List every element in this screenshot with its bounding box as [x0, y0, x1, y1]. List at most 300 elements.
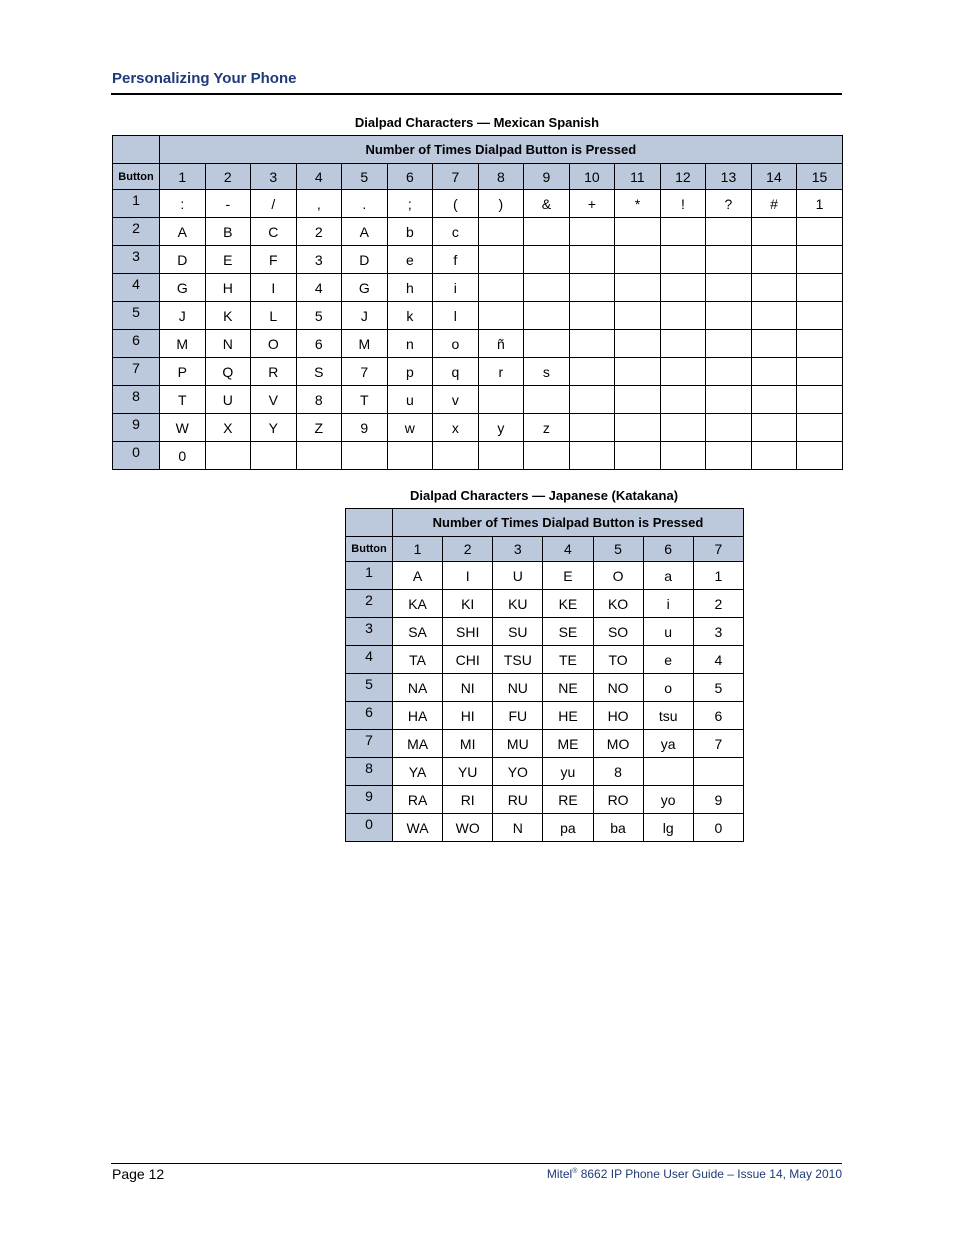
character-cell: SO: [593, 618, 643, 646]
character-cell: KA: [393, 590, 443, 618]
character-cell: D: [160, 246, 206, 274]
character-cell: MO: [593, 730, 643, 758]
character-cell: X: [205, 414, 251, 442]
character-cell: [615, 330, 661, 358]
character-cell: [797, 302, 843, 330]
column-number: 13: [706, 164, 752, 190]
character-cell: a: [643, 562, 693, 590]
character-cell: p: [387, 358, 433, 386]
character-cell: NO: [593, 674, 643, 702]
character-cell: SHI: [443, 618, 493, 646]
character-cell: [751, 246, 797, 274]
character-cell: [615, 442, 661, 470]
character-cell: [615, 358, 661, 386]
character-cell: [478, 386, 524, 414]
character-cell: w: [387, 414, 433, 442]
character-cell: KE: [543, 590, 593, 618]
character-cell: S: [296, 358, 342, 386]
button-number: 9: [346, 786, 393, 814]
character-cell: [342, 442, 388, 470]
column-number: 11: [615, 164, 661, 190]
character-cell: e: [643, 646, 693, 674]
character-cell: [706, 414, 752, 442]
character-cell: &: [524, 190, 570, 218]
character-cell: tsu: [643, 702, 693, 730]
character-cell: 4: [296, 274, 342, 302]
character-cell: [751, 386, 797, 414]
character-cell: [751, 274, 797, 302]
character-cell: NI: [443, 674, 493, 702]
character-cell: k: [387, 302, 433, 330]
button-number: 7: [346, 730, 393, 758]
character-cell: L: [251, 302, 297, 330]
column-number: 7: [433, 164, 479, 190]
column-number: 10: [569, 164, 615, 190]
character-cell: [524, 330, 570, 358]
character-cell: WO: [443, 814, 493, 842]
character-cell: D: [342, 246, 388, 274]
character-cell: [660, 442, 706, 470]
character-cell: ME: [543, 730, 593, 758]
character-cell: e: [387, 246, 433, 274]
character-cell: [751, 414, 797, 442]
character-cell: pa: [543, 814, 593, 842]
character-cell: [751, 442, 797, 470]
table-row: [346, 786, 744, 814]
table-row: [346, 646, 744, 674]
button-number: 2: [346, 590, 393, 618]
button-number: 1: [346, 562, 393, 590]
character-cell: !: [660, 190, 706, 218]
column-number: 5: [593, 537, 643, 562]
character-cell: TSU: [493, 646, 543, 674]
character-cell: KU: [493, 590, 543, 618]
character-cell: 7: [342, 358, 388, 386]
column-number: 2: [443, 537, 493, 562]
section-title: Personalizing Your Phone: [112, 70, 297, 87]
character-cell: U: [493, 562, 543, 590]
header-corner-cell: [113, 136, 160, 164]
character-cell: -: [205, 190, 251, 218]
character-cell: [569, 386, 615, 414]
character-cell: [296, 442, 342, 470]
character-cell: s: [524, 358, 570, 386]
character-cell: [524, 442, 570, 470]
character-cell: z: [524, 414, 570, 442]
button-number: 7: [113, 358, 160, 386]
character-cell: [569, 274, 615, 302]
table-row: [113, 330, 843, 358]
character-cell: u: [643, 618, 693, 646]
character-cell: ñ: [478, 330, 524, 358]
character-cell: [433, 442, 479, 470]
button-number: 5: [346, 674, 393, 702]
character-cell: [643, 758, 693, 786]
button-number: 6: [113, 330, 160, 358]
character-cell: [478, 442, 524, 470]
character-cell: ya: [643, 730, 693, 758]
button-column-label: Button: [113, 164, 160, 190]
character-cell: MI: [443, 730, 493, 758]
character-cell: [615, 274, 661, 302]
button-number: 8: [113, 386, 160, 414]
table-row: [346, 814, 744, 842]
character-cell: HI: [443, 702, 493, 730]
character-cell: [615, 386, 661, 414]
character-cell: [524, 246, 570, 274]
column-number: 3: [251, 164, 297, 190]
column-number: 4: [296, 164, 342, 190]
table-header: Number of Times Dialpad Button is Pressed: [393, 509, 744, 537]
character-cell: U: [205, 386, 251, 414]
character-cell: f: [433, 246, 479, 274]
character-cell: R: [251, 358, 297, 386]
table-row: [346, 730, 744, 758]
character-cell: 2: [693, 590, 743, 618]
character-cell: n: [387, 330, 433, 358]
character-cell: i: [433, 274, 479, 302]
character-cell: *: [615, 190, 661, 218]
character-cell: E: [205, 246, 251, 274]
button-number: 3: [113, 246, 160, 274]
character-cell: r: [478, 358, 524, 386]
character-cell: C: [251, 218, 297, 246]
character-cell: 2: [296, 218, 342, 246]
header-corner-cell: [346, 509, 393, 537]
table-row: [113, 274, 843, 302]
character-cell: o: [643, 674, 693, 702]
character-cell: Z: [296, 414, 342, 442]
button-number: 6: [346, 702, 393, 730]
mexican-table-caption: Dialpad Characters — Mexican Spanish: [354, 115, 600, 130]
table-row: [113, 218, 843, 246]
character-cell: [251, 442, 297, 470]
header-rule: [111, 93, 842, 95]
column-number: 2: [205, 164, 251, 190]
character-cell: l: [433, 302, 479, 330]
character-cell: 6: [693, 702, 743, 730]
table-row: [346, 562, 744, 590]
character-cell: MA: [393, 730, 443, 758]
character-cell: 4: [693, 646, 743, 674]
character-cell: T: [160, 386, 206, 414]
character-cell: 3: [693, 618, 743, 646]
character-cell: N: [205, 330, 251, 358]
character-cell: b: [387, 218, 433, 246]
column-number: 15: [797, 164, 843, 190]
character-cell: [797, 386, 843, 414]
button-number: 4: [346, 646, 393, 674]
character-cell: c: [433, 218, 479, 246]
character-cell: V: [251, 386, 297, 414]
character-cell: [205, 442, 251, 470]
character-cell: HA: [393, 702, 443, 730]
character-cell: [751, 218, 797, 246]
table-row: [346, 618, 744, 646]
character-cell: [751, 358, 797, 386]
table-row: [113, 442, 843, 470]
table-row: [113, 358, 843, 386]
character-cell: .: [342, 190, 388, 218]
character-cell: 7: [693, 730, 743, 758]
character-cell: [615, 246, 661, 274]
column-number: 12: [660, 164, 706, 190]
character-cell: [706, 274, 752, 302]
character-cell: O: [593, 562, 643, 590]
character-cell: TA: [393, 646, 443, 674]
character-cell: +: [569, 190, 615, 218]
column-number: 9: [524, 164, 570, 190]
button-number: 2: [113, 218, 160, 246]
character-cell: [569, 414, 615, 442]
character-cell: /: [251, 190, 297, 218]
character-cell: M: [160, 330, 206, 358]
button-number: 1: [113, 190, 160, 218]
character-cell: [660, 218, 706, 246]
character-cell: TO: [593, 646, 643, 674]
character-cell: h: [387, 274, 433, 302]
character-cell: [797, 246, 843, 274]
character-cell: [660, 246, 706, 274]
character-cell: NE: [543, 674, 593, 702]
character-cell: q: [433, 358, 479, 386]
character-cell: [693, 758, 743, 786]
character-cell: [797, 274, 843, 302]
character-cell: 1: [797, 190, 843, 218]
column-number: 14: [751, 164, 797, 190]
column-number: 7: [693, 537, 743, 562]
character-cell: [797, 218, 843, 246]
character-cell: [660, 386, 706, 414]
character-cell: A: [393, 562, 443, 590]
character-cell: [660, 302, 706, 330]
character-cell: [524, 386, 570, 414]
character-cell: [706, 442, 752, 470]
character-cell: P: [160, 358, 206, 386]
column-number: 5: [342, 164, 388, 190]
character-cell: [524, 218, 570, 246]
column-number: 4: [543, 537, 593, 562]
character-cell: [706, 358, 752, 386]
character-cell: W: [160, 414, 206, 442]
character-cell: CHI: [443, 646, 493, 674]
character-cell: NA: [393, 674, 443, 702]
character-cell: [706, 386, 752, 414]
character-cell: G: [160, 274, 206, 302]
character-cell: [615, 414, 661, 442]
character-cell: y: [478, 414, 524, 442]
character-cell: [615, 218, 661, 246]
character-cell: SA: [393, 618, 443, 646]
character-cell: RI: [443, 786, 493, 814]
character-cell: HO: [593, 702, 643, 730]
character-cell: [478, 218, 524, 246]
character-cell: A: [160, 218, 206, 246]
character-cell: i: [643, 590, 693, 618]
character-cell: RA: [393, 786, 443, 814]
character-cell: [569, 218, 615, 246]
column-number: 6: [387, 164, 433, 190]
page-number: Page 12: [112, 1166, 165, 1182]
character-cell: [751, 330, 797, 358]
button-number: 8: [346, 758, 393, 786]
column-number: 3: [493, 537, 543, 562]
character-cell: 6: [296, 330, 342, 358]
character-cell: B: [205, 218, 251, 246]
character-cell: TE: [543, 646, 593, 674]
button-number: 9: [113, 414, 160, 442]
table-row: [113, 246, 843, 274]
character-cell: 0: [160, 442, 206, 470]
character-cell: NU: [493, 674, 543, 702]
character-cell: 5: [693, 674, 743, 702]
character-cell: 3: [296, 246, 342, 274]
table-header: Number of Times Dialpad Button is Pressed: [160, 136, 843, 164]
character-cell: v: [433, 386, 479, 414]
character-cell: Q: [205, 358, 251, 386]
character-cell: Y: [251, 414, 297, 442]
character-cell: 5: [296, 302, 342, 330]
table-row: [113, 302, 843, 330]
character-cell: [797, 330, 843, 358]
character-cell: [706, 218, 752, 246]
character-cell: [569, 246, 615, 274]
character-cell: [524, 302, 570, 330]
character-cell: [478, 274, 524, 302]
registered-mark: ®: [572, 1168, 578, 1175]
character-cell: 0: [693, 814, 743, 842]
table-row: [346, 758, 744, 786]
character-cell: #: [751, 190, 797, 218]
character-cell: FU: [493, 702, 543, 730]
character-cell: ): [478, 190, 524, 218]
table-row: [113, 386, 843, 414]
character-cell: ;: [387, 190, 433, 218]
character-cell: :: [160, 190, 206, 218]
table-row: [346, 674, 744, 702]
character-cell: I: [251, 274, 297, 302]
character-cell: M: [342, 330, 388, 358]
column-number: 8: [478, 164, 524, 190]
character-cell: YO: [493, 758, 543, 786]
character-cell: N: [493, 814, 543, 842]
character-cell: [797, 414, 843, 442]
character-cell: 9: [693, 786, 743, 814]
character-cell: [660, 330, 706, 358]
character-cell: I: [443, 562, 493, 590]
character-cell: J: [160, 302, 206, 330]
footer-rule: [111, 1163, 842, 1164]
character-cell: SU: [493, 618, 543, 646]
character-cell: [387, 442, 433, 470]
character-cell: (: [433, 190, 479, 218]
character-cell: [751, 302, 797, 330]
character-cell: 8: [296, 386, 342, 414]
character-cell: RE: [543, 786, 593, 814]
column-number: 6: [643, 537, 693, 562]
character-cell: ?: [706, 190, 752, 218]
character-cell: o: [433, 330, 479, 358]
table-row: [346, 590, 744, 618]
character-cell: [478, 302, 524, 330]
character-cell: [660, 358, 706, 386]
character-cell: yo: [643, 786, 693, 814]
character-cell: J: [342, 302, 388, 330]
character-cell: yu: [543, 758, 593, 786]
character-cell: E: [543, 562, 593, 590]
character-cell: lg: [643, 814, 693, 842]
table-row: [346, 702, 744, 730]
character-cell: [797, 358, 843, 386]
character-cell: [569, 302, 615, 330]
character-cell: [478, 246, 524, 274]
character-cell: RU: [493, 786, 543, 814]
character-cell: ,: [296, 190, 342, 218]
character-cell: [706, 302, 752, 330]
column-number: 1: [160, 164, 206, 190]
table-row: [113, 190, 843, 218]
character-cell: [615, 302, 661, 330]
character-cell: [524, 274, 570, 302]
button-column-label: Button: [346, 537, 393, 562]
button-number: 0: [346, 814, 393, 842]
character-cell: YU: [443, 758, 493, 786]
button-number: 4: [113, 274, 160, 302]
button-number: 3: [346, 618, 393, 646]
character-cell: 9: [342, 414, 388, 442]
character-cell: 1: [693, 562, 743, 590]
character-cell: O: [251, 330, 297, 358]
character-cell: K: [205, 302, 251, 330]
character-cell: [569, 358, 615, 386]
character-cell: G: [342, 274, 388, 302]
character-cell: MU: [493, 730, 543, 758]
character-cell: F: [251, 246, 297, 274]
character-cell: [706, 330, 752, 358]
mexican-spanish-table: [112, 135, 843, 470]
document-title: 8662 IP Phone User Guide – Issue 14, May 2010: [577, 1167, 842, 1181]
column-number: 1: [393, 537, 443, 562]
character-cell: HE: [543, 702, 593, 730]
character-cell: KO: [593, 590, 643, 618]
character-cell: u: [387, 386, 433, 414]
character-cell: YA: [393, 758, 443, 786]
character-cell: SE: [543, 618, 593, 646]
button-number: 5: [113, 302, 160, 330]
character-cell: 8: [593, 758, 643, 786]
character-cell: [569, 330, 615, 358]
character-cell: [797, 442, 843, 470]
character-cell: [706, 246, 752, 274]
character-cell: [660, 414, 706, 442]
character-cell: [660, 274, 706, 302]
character-cell: RO: [593, 786, 643, 814]
brand-name: Mitel: [546, 1167, 573, 1181]
character-cell: WA: [393, 814, 443, 842]
character-cell: KI: [443, 590, 493, 618]
table-row: [113, 414, 843, 442]
character-cell: x: [433, 414, 479, 442]
button-number: 0: [113, 442, 160, 470]
japanese-table-caption: Dialpad Characters — Japanese (Katakana): [409, 488, 679, 503]
character-cell: [569, 442, 615, 470]
character-cell: H: [205, 274, 251, 302]
character-cell: T: [342, 386, 388, 414]
japanese-katakana-table: [345, 508, 744, 842]
character-cell: A: [342, 218, 388, 246]
document-info: [547, 1167, 842, 1181]
character-cell: ba: [593, 814, 643, 842]
